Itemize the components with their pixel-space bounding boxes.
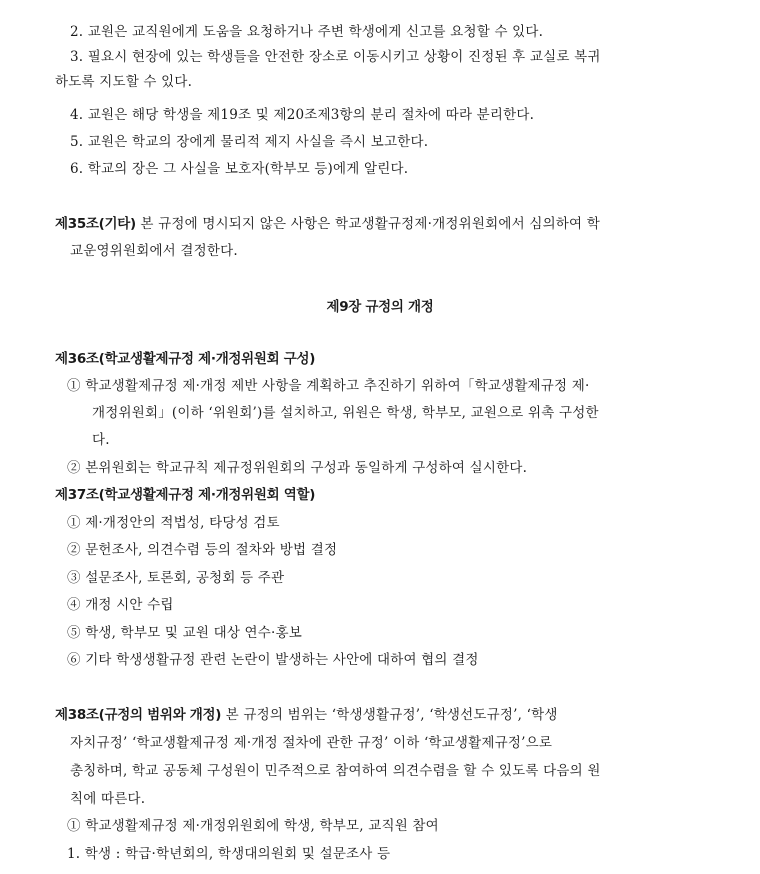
art38-text-line2: 자치규정’ ‘학교생활제규정 제·개정 절차에 관한 규정’ 이하 ‘학교생활제규정’으로 — [70, 735, 553, 751]
art36-p1-line2: 개정위원회」(이하 ‘위원회’)를 설치하고, 위원은 학생, 학부모, 교원으로 위촉 구성한 — [92, 405, 599, 421]
art37-item-3: ③ 설문조사, 토론회, 공청회 등 주관 — [67, 570, 285, 586]
art34-item-5: 5. 교원은 학교의 장에게 물리적 제지 사실을 즉시 보고한다. — [70, 134, 429, 150]
art35-heading: 제35조(기타) — [55, 216, 136, 232]
art38-heading: 제38조(규정의 범위와 개정) — [55, 707, 222, 723]
art34-item-4: 4. 교원은 해당 학생을 제19조 및 제20조제3항의 분리 절차에 따라 분리한다. — [70, 107, 535, 123]
art37-item-5: ⑤ 학생, 학부모 및 교원 대상 연수·홍보 — [67, 625, 303, 641]
art38-text-line1: 본 규정의 범위는 ‘학생생활규정’, ‘학생선도규정’, ‘학생 — [221, 707, 558, 723]
art35-text-line2: 교운영위원회에서 결정한다. — [70, 243, 238, 259]
art37-item-1: ① 제·개정안의 적법성, 타당성 검토 — [67, 515, 280, 531]
art36-p2: ② 본위원회는 학교규칙 제규정위원회의 구성과 동일하게 구성하여 실시한다. — [67, 460, 528, 476]
art36-p1-line1: ① 학교생활제규정 제·개정 제반 사항을 계획하고 추진하기 위하여「학교생활제규정 제· — [67, 378, 590, 394]
art35-paragraph — [55, 214, 600, 234]
art38-paragraph — [55, 705, 558, 725]
art34-item-3-line2: 하도록 지도할 수 있다. — [55, 74, 193, 90]
art38-p1: ① 학교생활제규정 제·개정위원회에 학생, 학부모, 교직원 참여 — [67, 818, 439, 834]
art34-item-2: 2. 교원은 교직원에게 도움을 요청하거나 주변 학생에게 신고를 요청할 수 있다. — [70, 24, 544, 40]
art37-item-4: ④ 개정 시안 수립 — [67, 597, 174, 613]
art38-text-line3: 총칭하며, 학교 공동체 구성원이 민주적으로 참여하여 의견수렴을 할 수 있도록 다음의 원 — [70, 763, 601, 779]
art37-heading: 제37조(학교생활제규정 제·개정위원회 역할) — [55, 487, 316, 503]
chapter-title: 제9장 규정의 개정 — [326, 299, 434, 315]
art35-text-line1: 본 규정에 명시되지 않은 사항은 학교생활규정제·개정위원회에서 심의하여 학 — [135, 216, 601, 232]
art37-item-6: ⑥ 기타 학생생활규정 관련 논란이 발생하는 사안에 대하여 협의 결정 — [67, 652, 479, 668]
art34-item-6: 6. 학교의 장은 그 사실을 보호자(학부모 등)에게 알린다. — [70, 161, 409, 177]
art38-sub1: 1. 학생 : 학급·학년회의, 학생대의원회 및 설문조사 등 — [67, 846, 391, 862]
art36-heading: 제36조(학교생활제규정 제·개정위원회 구성) — [55, 351, 316, 367]
art36-p1-line3: 다. — [92, 432, 110, 448]
art38-text-line4: 칙에 따른다. — [70, 791, 146, 807]
art34-item-3-line1: 3. 필요시 현장에 있는 학생들을 안전한 장소로 이동시키고 상황이 진정된 후 교실로 복귀 — [70, 49, 601, 65]
art37-item-2: ② 문헌조사, 의견수렴 등의 절차와 방법 결정 — [67, 542, 338, 558]
